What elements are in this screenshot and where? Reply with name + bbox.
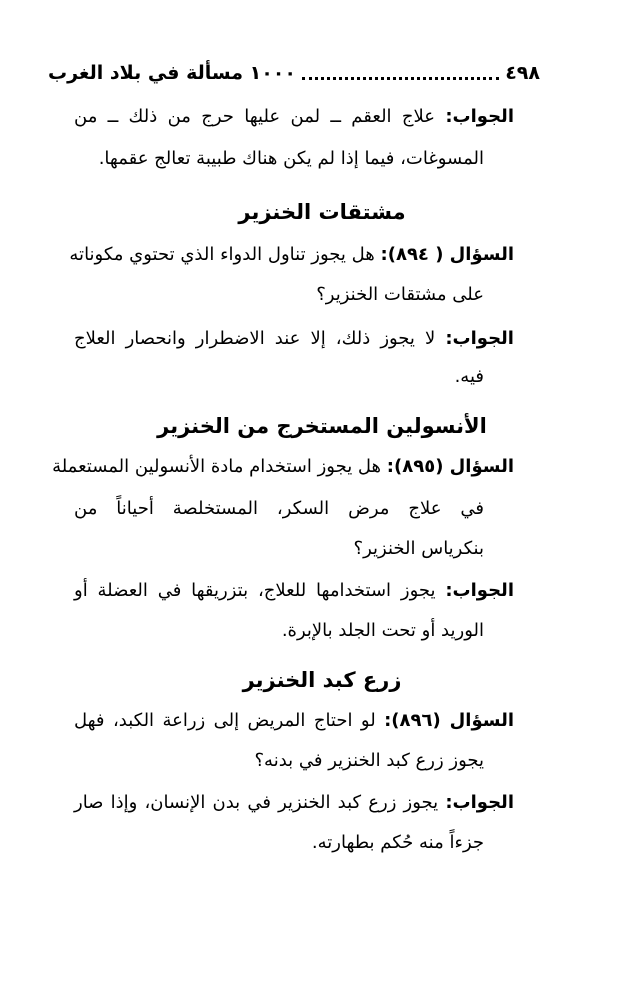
answer-continuation [74, 828, 484, 858]
question-continuation [74, 746, 484, 776]
question-line: بنكرياس الخنزير؟ [353, 538, 484, 559]
section-heading: مشتقات الخنزير [238, 200, 406, 224]
question-text: هل يجوز استخدام مادة الأنسولين المستعملة [52, 456, 382, 477]
question-continuation [74, 534, 484, 564]
question-block [74, 706, 514, 736]
question-block [69, 240, 514, 270]
answer-line [74, 102, 514, 132]
answer-line: الوريد أو تحت الجلد بالإبرة. [281, 620, 484, 641]
answer-block [74, 324, 514, 354]
answer-continuation [74, 144, 484, 174]
answer-text: لا يجوز ذلك، إلا عند الاضطرار وانحصار العلاج [74, 328, 436, 349]
question-line: على مشتقات الخنزير؟ [316, 284, 484, 305]
answer-block [74, 788, 514, 818]
answer-label: الجواب: [445, 328, 514, 349]
question-label: السؤال (٨٩٥): [386, 456, 514, 477]
answer-line [74, 576, 514, 606]
question-label: السؤال (٨٩٦): [384, 710, 514, 731]
answer-line: فيه. [454, 366, 484, 387]
question-line [52, 452, 514, 482]
answer-line [74, 324, 514, 354]
question-continuation [74, 280, 484, 310]
answer-text: علاج العقم ــ لمن عليها حرج من ذلك ــ من [74, 106, 435, 127]
answer-block [74, 102, 514, 132]
section-heading: الأنسولين المستخرج من الخنزير [157, 414, 487, 438]
header-leader-dots [302, 77, 499, 80]
answer-label: الجواب: [445, 792, 514, 813]
answer-text: يجوز استخدامها للعلاج، بتزريقها في العضلة أو [74, 580, 436, 601]
answer-label: الجواب: [445, 106, 514, 127]
question-label: السؤال ( ٨٩٤): [380, 244, 514, 265]
page-number: ٤٩٨ [505, 62, 540, 84]
answer-line: المسوغات، فيما إذا لم يكن هناك طبيبة تعالج عقمها. [98, 148, 484, 169]
question-continuation [74, 494, 484, 524]
question-line: يجوز زرع كبد الخنزير في بدنه؟ [254, 750, 484, 771]
question-text: هل يجوز تناول الدواء الذي تحتوي مكوناته [69, 244, 375, 265]
question-text: لو احتاج المريض إلى زراعة الكبد، فهل [74, 710, 376, 731]
section-heading: زرع كبد الخنزير [242, 668, 402, 692]
answer-continuation [74, 616, 484, 646]
answer-continuation [74, 362, 484, 392]
answer-line [74, 788, 514, 818]
answer-block [74, 576, 514, 606]
question-line [74, 706, 514, 736]
book-title: ١٠٠٠ مسألة في بلاد الغرب [48, 62, 296, 84]
page-header [48, 62, 540, 84]
question-line [69, 240, 514, 270]
answer-label: الجواب: [445, 580, 514, 601]
question-line: في علاج مرض السكر، المستخلصة أحياناً من [74, 498, 484, 519]
answer-text: يجوز زرع كبد الخنزير في بدن الإنسان، وإذا صار [74, 792, 439, 813]
question-block [52, 452, 514, 482]
answer-line: جزءاً منه حُكم بطهارته. [311, 832, 484, 853]
